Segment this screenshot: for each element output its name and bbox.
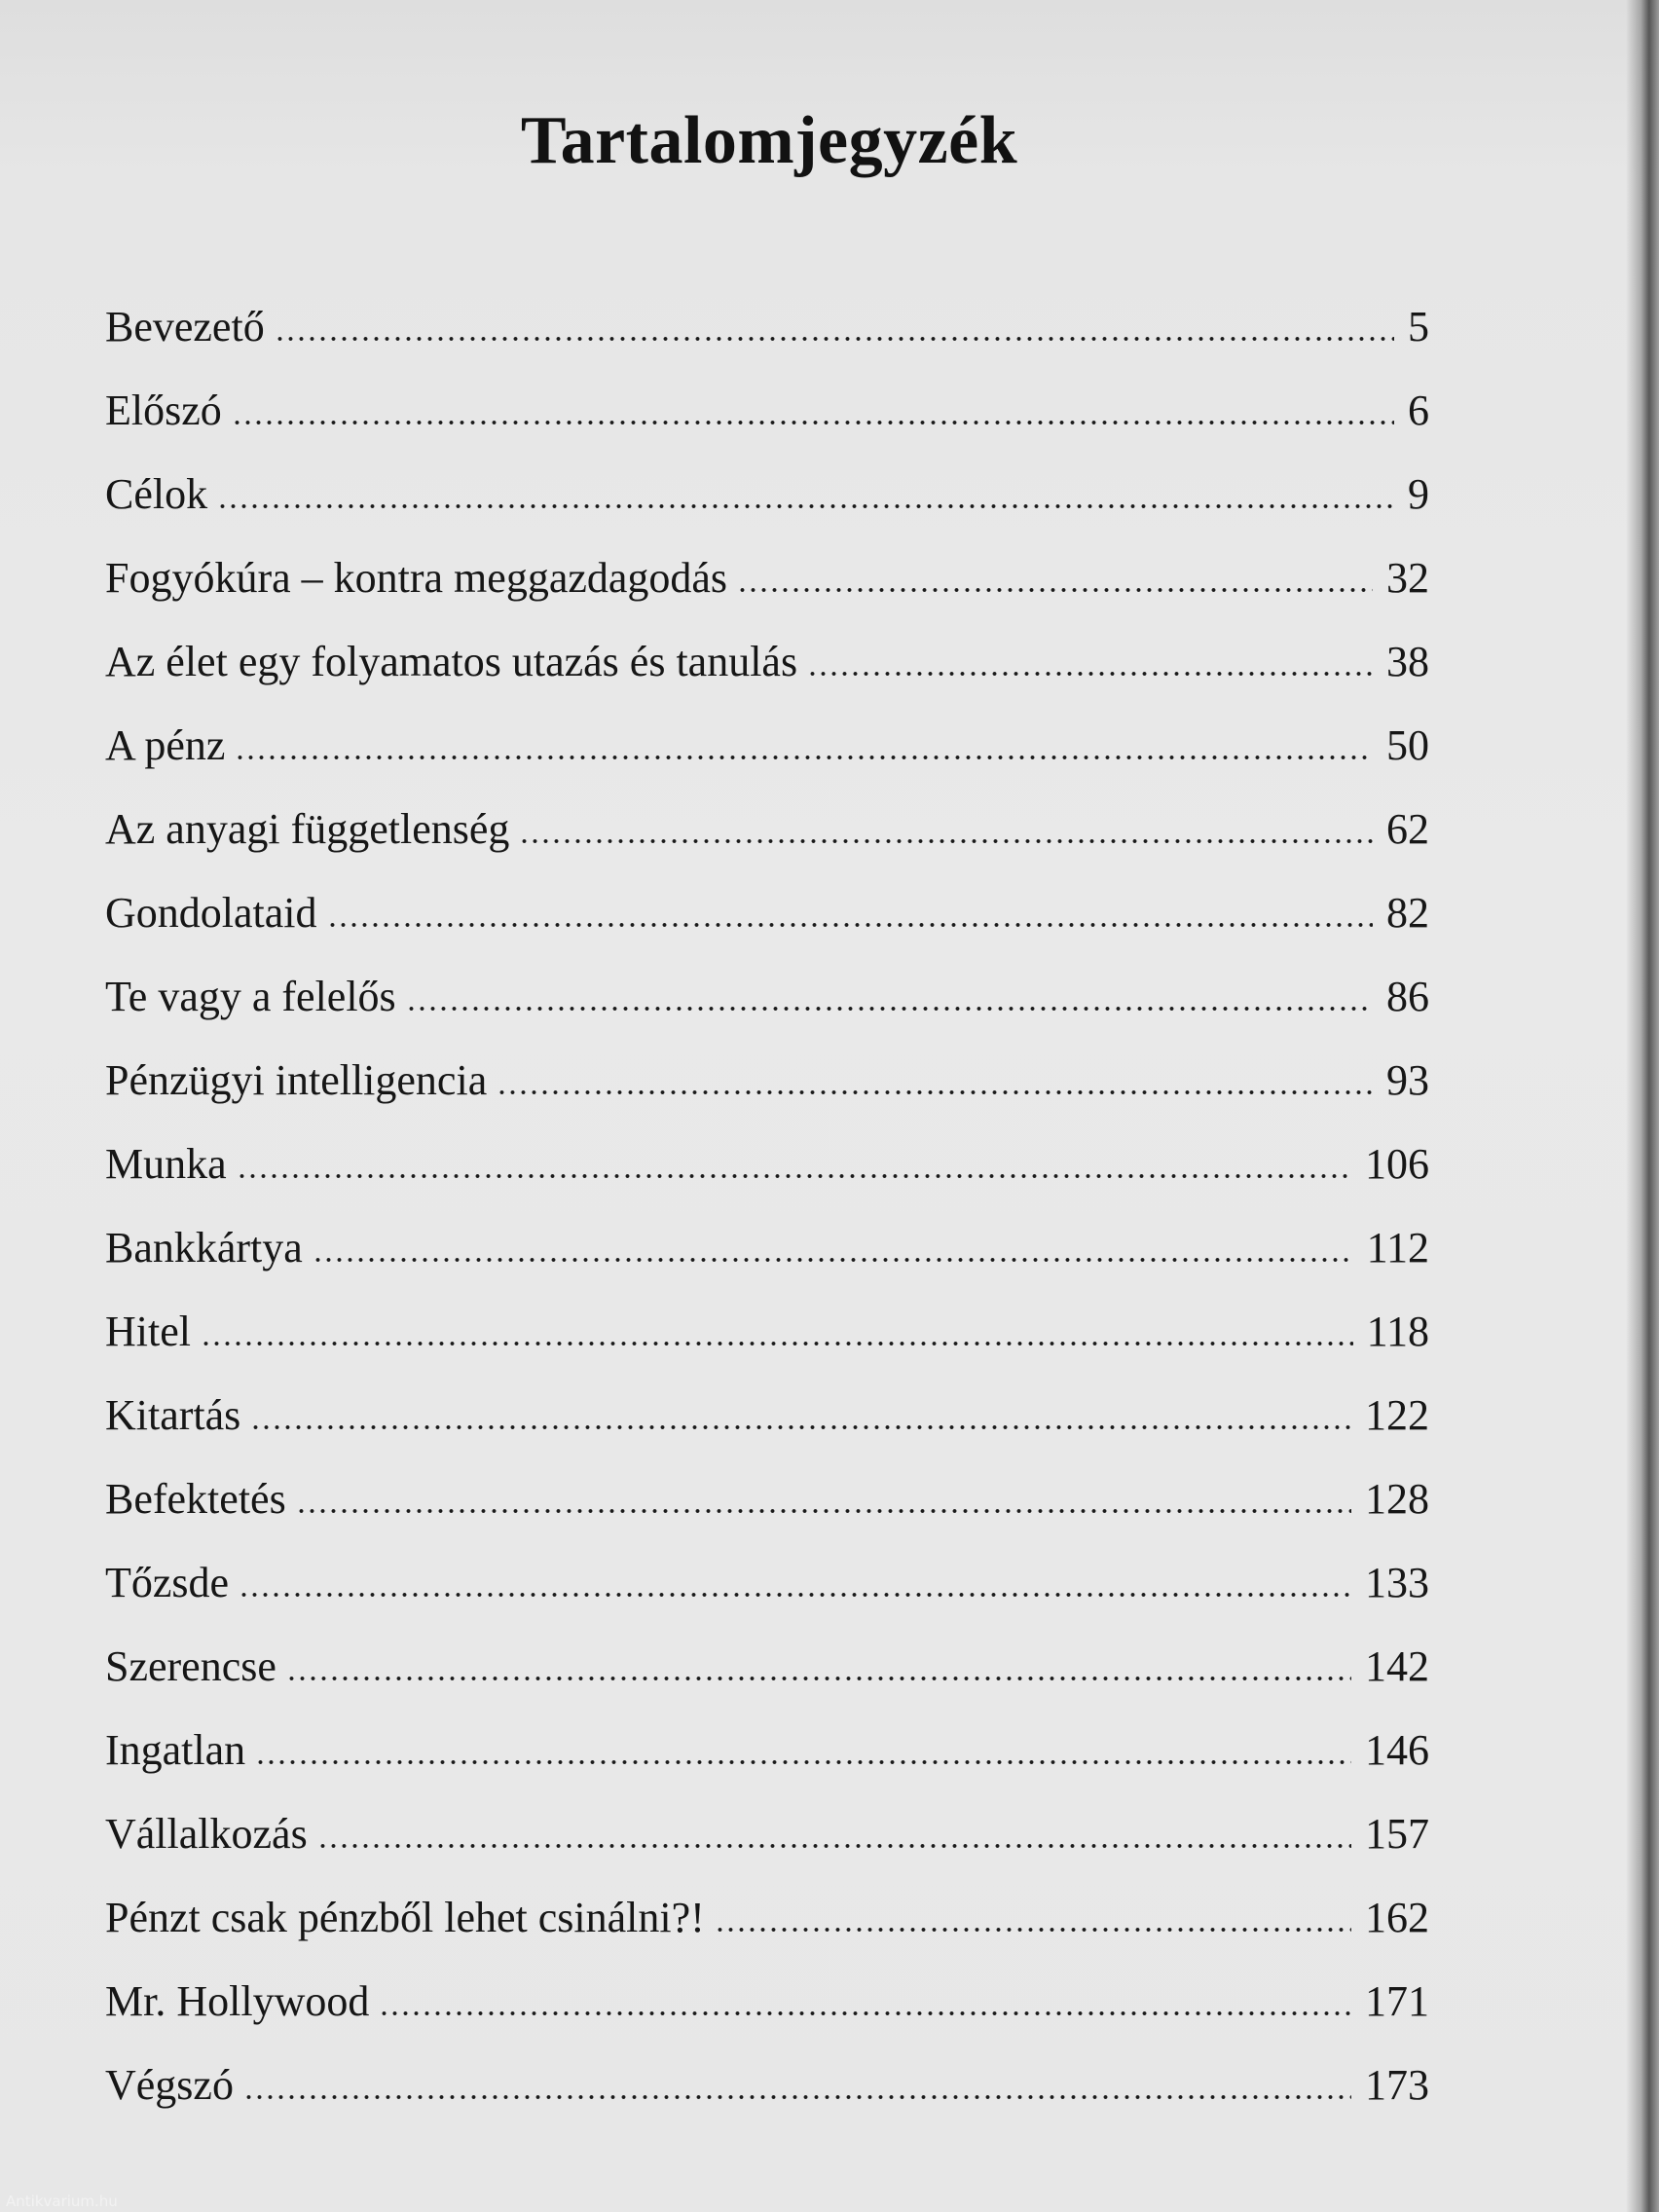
toc-entry [105,871,1429,955]
watermark: Antikvarium.hu [6,2193,118,2210]
toc-entry [105,536,1429,620]
toc-entry-title: Gondolataid [105,889,317,937]
toc-entry-title: Fogyókúra – kontra meggazdagodás [105,554,728,602]
toc-entry [105,788,1429,871]
dot-leader [327,923,1373,927]
table-of-contents [105,285,1429,2127]
toc-entry [105,1374,1429,1457]
dot-leader [313,1258,1353,1262]
dot-leader [379,2011,1351,2015]
dot-leader [807,672,1373,676]
toc-entry-title: Az anyagi függetlenség [105,805,510,853]
toc-entry-title: Tőzsde [105,1559,230,1606]
toc-entry-title: Pénzt csak pénzből lehet csinálni?! [105,1894,705,1941]
dot-leader [201,1342,1353,1346]
toc-entry-title: Te vagy a felelős [105,973,396,1020]
toc-entry-title: Vállalkozás [105,1810,308,1858]
toc-entry-page-number: 62 [1386,805,1429,853]
toc-entry [105,1625,1429,1709]
toc-entry [105,1457,1429,1541]
toc-entry [105,1876,1429,1960]
dot-leader [243,2095,1351,2099]
dot-leader [296,1509,1351,1513]
dot-leader [317,1844,1351,1848]
toc-entry [105,1541,1429,1625]
toc-entry [105,1039,1429,1123]
toc-entry [105,285,1429,369]
toc-entry [105,1206,1429,1290]
dot-leader [217,504,1394,508]
toc-entry-page-number: 32 [1386,554,1429,602]
toc-entry-title: Előszó [105,387,222,434]
toc-entry-page-number: 9 [1408,470,1429,518]
dot-leader [715,1928,1351,1932]
dot-leader [255,1760,1351,1764]
dot-leader [250,1425,1351,1429]
toc-entry [105,1290,1429,1374]
toc-entry-page-number: 162 [1365,1894,1429,1941]
toc-entry-title: Mr. Hollywood [105,1977,370,2025]
toc-entry-page-number: 106 [1365,1140,1429,1188]
toc-entry-page-number: 118 [1366,1308,1429,1355]
dot-leader [239,1593,1351,1597]
dot-leader [519,839,1373,843]
dot-leader [275,337,1394,341]
toc-entry [105,1960,1429,2044]
toc-entry-title: Bevezető [105,303,265,350]
toc-entry [105,1792,1429,1876]
toc-entry-title: Pénzügyi intelligencia [105,1056,488,1104]
toc-entry-title: Ingatlan [105,1726,246,1774]
toc-entry-page-number: 5 [1408,303,1429,350]
toc-entry-page-number: 6 [1408,387,1429,434]
toc-entry-title: Hitel [105,1308,191,1355]
toc-entry [105,1709,1429,1792]
toc-entry-title: Az élet egy folyamatos utazás és tanulás [105,638,798,685]
toc-entry [105,704,1429,788]
toc-entry-page-number: 173 [1365,2061,1429,2109]
toc-entry-page-number: 86 [1386,973,1429,1020]
toc-entry-page-number: 122 [1365,1391,1429,1439]
toc-entry-page-number: 146 [1365,1726,1429,1774]
page-edge-shadow [1626,0,1659,2212]
dot-leader [737,588,1373,592]
page-title: Tartalomjegyzék [520,103,1018,178]
dot-leader [286,1677,1351,1680]
toc-entry-page-number: 112 [1366,1224,1429,1272]
toc-entry [105,1123,1429,1206]
toc-entry [105,955,1429,1039]
dot-leader [237,1174,1351,1178]
toc-entry-title: Célok [105,470,208,518]
toc-entry-title: Szerencse [105,1642,276,1690]
toc-entry-title: A pénz [105,721,226,769]
dot-leader [235,756,1373,759]
toc-entry [105,620,1429,704]
toc-entry-page-number: 133 [1365,1559,1429,1606]
dot-leader [232,421,1394,424]
toc-entry-page-number: 128 [1365,1475,1429,1523]
toc-entry [105,453,1429,536]
toc-entry-page-number: 93 [1386,1056,1429,1104]
toc-entry [105,369,1429,453]
toc-entry-page-number: 157 [1365,1810,1429,1858]
toc-entry-page-number: 82 [1386,889,1429,937]
toc-entry-page-number: 38 [1386,638,1429,685]
toc-entry-title: Befektetés [105,1475,286,1523]
toc-entry-title: Végszó [105,2061,234,2109]
toc-entry-title: Munka [105,1140,227,1188]
toc-entry-title: Bankkártya [105,1224,303,1272]
dot-leader [497,1090,1373,1094]
toc-entry-page-number: 171 [1365,1977,1429,2025]
toc-entry-page-number: 50 [1386,721,1429,769]
toc-entry [105,2044,1429,2127]
dot-leader [406,1007,1373,1011]
toc-entry-page-number: 142 [1365,1642,1429,1690]
toc-entry-title: Kitartás [105,1391,241,1439]
